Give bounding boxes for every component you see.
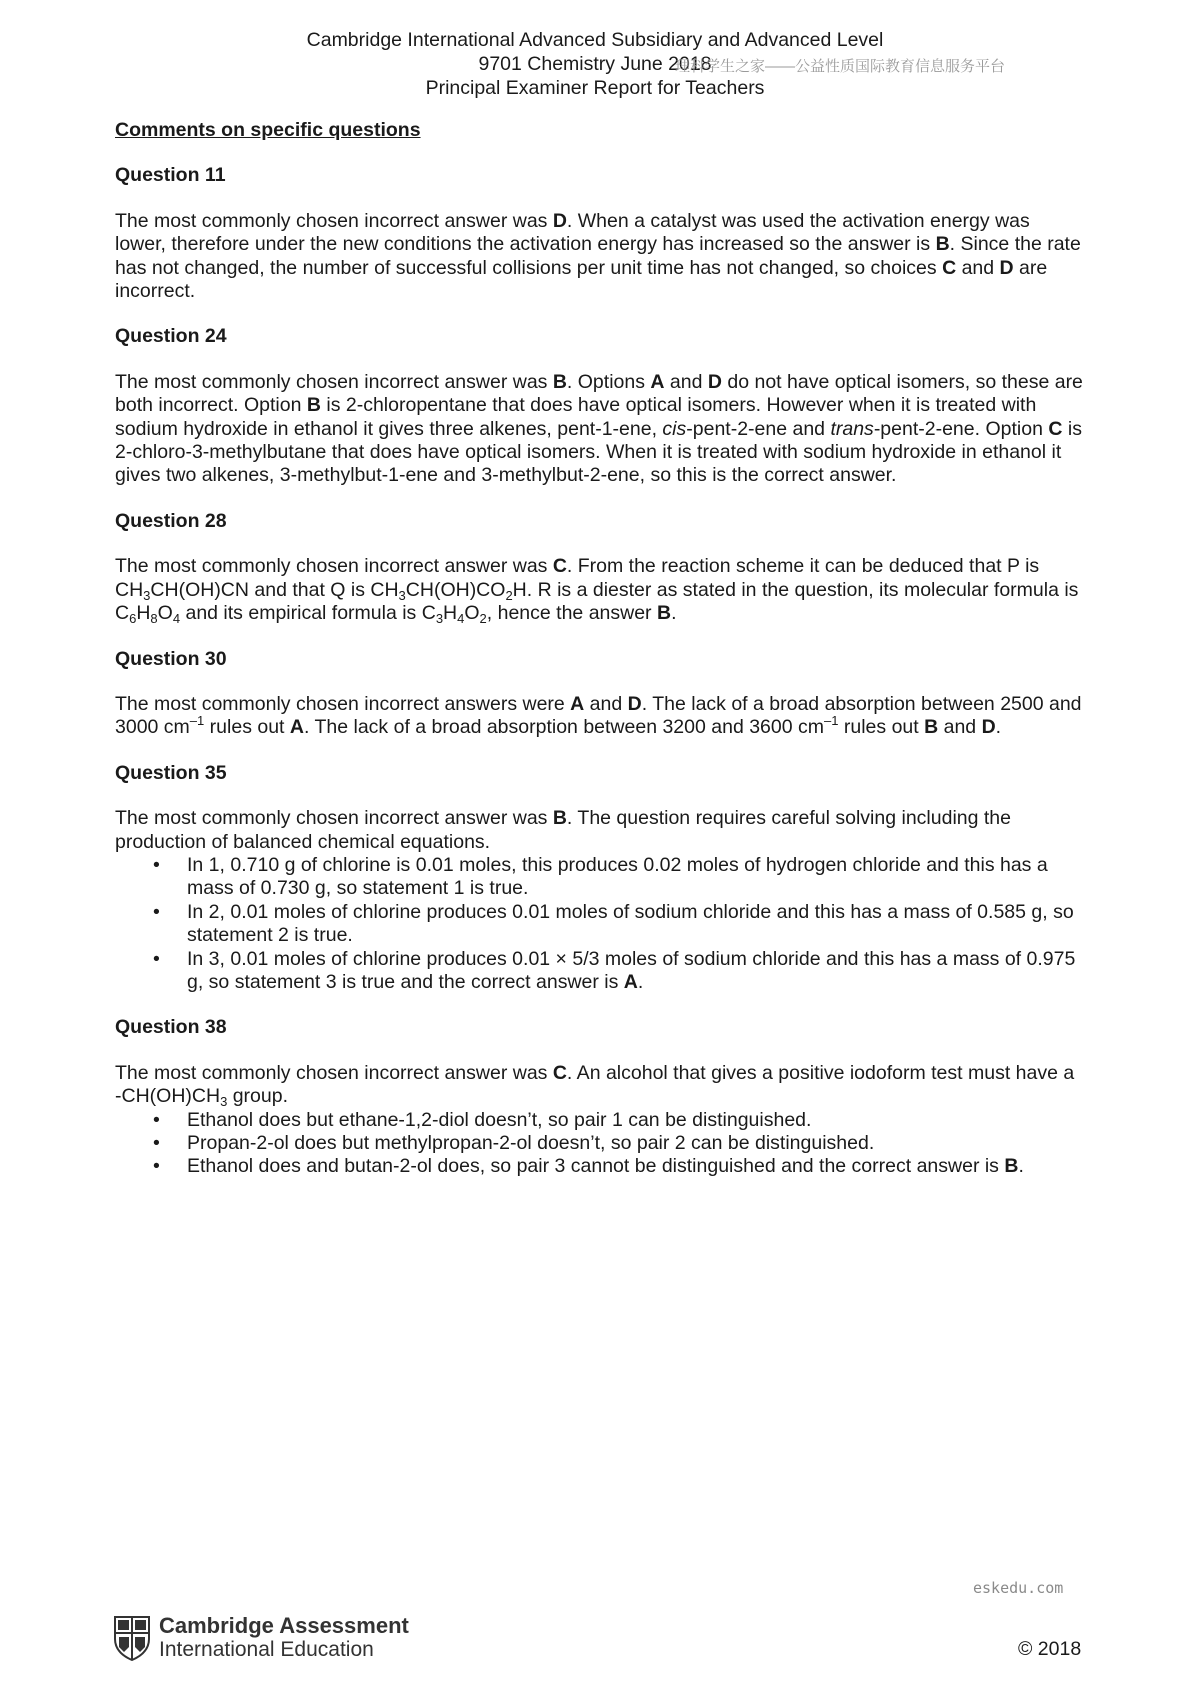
- bullet-icon: •: [153, 947, 160, 970]
- list-item: • In 1, 0.710 g of chlorine is 0.01 moles, this produces 0.02 moles of hydrogen chloride and this has a mass of 0.730 g, so statement 1 is true.: [153, 853, 1048, 900]
- header-line-1: Cambridge International Advanced Subsidiary and Advanced Level: [306, 29, 884, 51]
- question-28-heading: Question 28: [115, 509, 227, 532]
- question-30-text: The most commonly chosen incorrect answers were A and D. The lack of a broad absorption between 2500 and 3000 $cm^{-1}$ rules out A. The lack of a broad absorption between 3200 and 3600 $cm^{-1}$ rules out B and D.: [115, 692, 1082, 739]
- question-38-list: [115, 1109, 1085, 1179]
- bullet-icon: •: [153, 1132, 160, 1154]
- cambridge-logo: [113, 1614, 409, 1662]
- logo-text: [159, 1614, 409, 1662]
- question-38-heading: Question 38: [115, 1016, 227, 1039]
- footer-site-text: eskedu.com: [973, 1579, 1064, 1597]
- crest-icon: [113, 1615, 151, 1661]
- question-38-text: The most commonly chosen incorrect answer was C. An alcohol that gives a positive iodoform test must have a $-CH(OH)CH_3$ group.: [115, 1061, 1075, 1110]
- question-28-text: The most commonly chosen incorrect answer was C. From the reaction scheme it can be deduced that P is $CH_3CH(OH)CN$ and that Q is $CH_3CH(OH)CO_2H$. R is a diester as stated in the question, its molecular formula is $C_6H_8O_4$ and its empirical formula is $C_3H_4O_2$, hence the answer B.: [115, 555, 1079, 627]
- question-35-heading: Question 35: [115, 761, 227, 784]
- list-item: • Propan-2-ol does but methylpropan-2-ol doesn’t, so pair 2 can be distinguished.: [153, 1132, 875, 1154]
- question-24-text: The most commonly chosen incorrect answer was B. Options A and D do not have optical isomers, so these are both incorrect. Option B is 2-chloropentane that does have optical isomers. However when it is treated with sodium hydroxide in ethanol it gives three alkenes, pent-1-ene, cis-pent-2-ene and trans-pent-2-ene. Option C is 2-chloro-3-methylbutane that does have optical isomers. When it is treated with sodium hydroxide in ethanol it gives two alkenes, 3-methylbut-1-ene and 3-methylbut-2-ene, so this is the correct answer.: [115, 370, 1083, 487]
- section-title: Comments on specific questions: [115, 119, 421, 141]
- page-header: [0, 28, 1190, 100]
- list-item: • In 3, 0.01 moles of chlorine produces 0.01 × 5/3 moles of sodium chloride and this has a mass of 0.975 g, so statement 3 is true and the correct answer is A.: [153, 947, 1076, 993]
- question-30-heading: Question 30: [115, 647, 227, 670]
- list-item: • In 2, 0.01 moles of chlorine produces 0.01 moles of sodium chloride and this has a mass of 0.585 g, so statement 2 is true.: [153, 900, 1074, 947]
- bullet-icon: •: [153, 1155, 160, 1178]
- header-line-3: Principal Examiner Report for Teachers: [425, 77, 765, 99]
- question-24-heading: Question 24: [115, 325, 227, 348]
- list-item: • Ethanol does and butan-2-ol does, so pair 3 cannot be distinguished and the correct answer is B.: [153, 1155, 1024, 1178]
- question-35-list: [115, 854, 1085, 994]
- bullet-icon: •: [153, 853, 160, 876]
- question-35-text: The most commonly chosen incorrect answer was B. The question requires careful solving including the production of balanced chemical equations.: [115, 807, 1011, 853]
- bullet-icon: •: [153, 900, 160, 923]
- question-11-text: The most commonly chosen incorrect answer was D. When a catalyst was used the activation energy was lower, therefore under the new conditions the activation energy has increased so the answer is B. Since the rate has not changed, the number of successful collisions per unit time has not changed, so choices C and D are incorrect.: [115, 209, 1081, 303]
- logo-line-1: Cambridge Assessment: [159, 1613, 409, 1638]
- watermark-text: 理科学生之家——公益性质国际教育信息服务平台: [675, 58, 1006, 75]
- logo-line-2: International Education: [159, 1638, 374, 1661]
- list-item: • Ethanol does but ethane-1,2-diol doesn’t, so pair 1 can be distinguished.: [153, 1108, 812, 1131]
- question-11-heading: Question 11: [115, 164, 226, 187]
- document-body: [115, 119, 1085, 1201]
- bullet-icon: •: [153, 1108, 160, 1131]
- copyright-text: © 2018: [1018, 1638, 1082, 1660]
- header-line-2: 9701 Chemistry June 2018: [478, 53, 712, 75]
